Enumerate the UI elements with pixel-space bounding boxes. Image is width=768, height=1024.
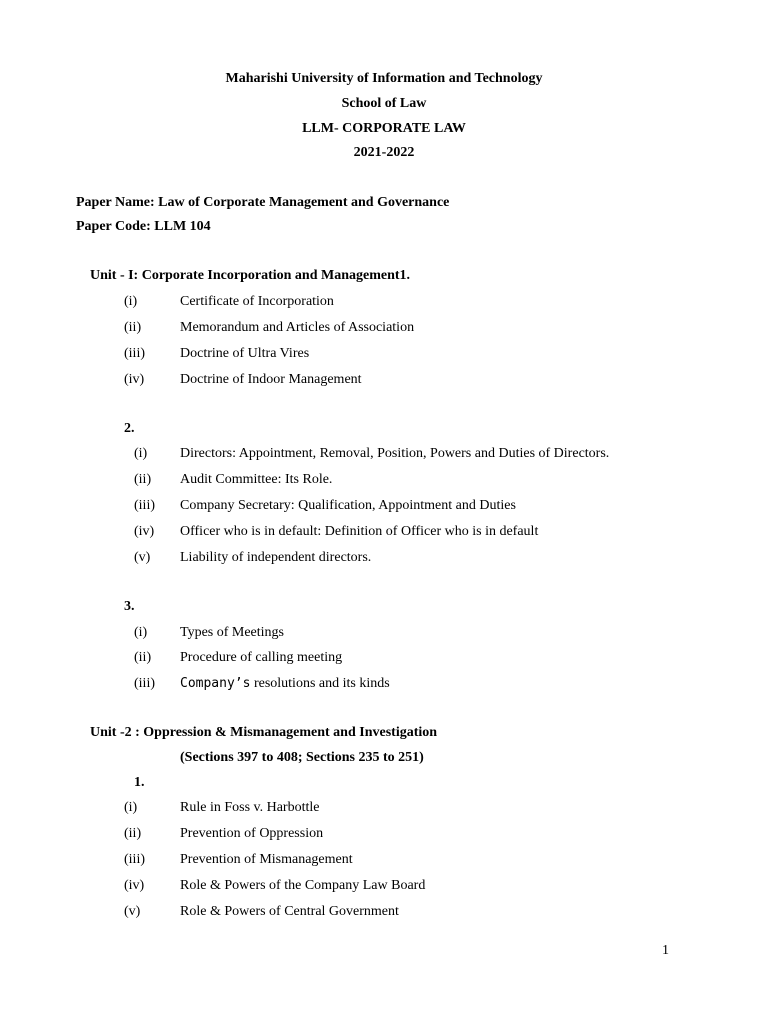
list-item-number: (iii) (134, 676, 155, 691)
unit2-subheading: (Sections 397 to 408; Sections 235 to 251) (180, 750, 424, 765)
list-item-number: (ii) (124, 826, 142, 841)
list-item: Types of Meetings (180, 625, 285, 640)
list-item: Officer who is in default: Definition of Officer who is in default (180, 524, 539, 539)
list-item-number: (v) (134, 550, 151, 565)
school-name: School of Law (341, 96, 427, 111)
paper-code: Paper Code: LLM 104 (76, 219, 211, 234)
list-item-number: (iv) (124, 878, 145, 893)
list-item-number: (iii) (124, 346, 145, 361)
university-name: Maharishi University of Information and Technology (225, 71, 543, 86)
list-item (180, 676, 390, 693)
list-item-number: (i) (134, 446, 148, 461)
list-item: Certificate of Incorporation (180, 294, 334, 309)
unit2-heading: Unit -2 : Oppression & Mismanagement and Investigation (90, 725, 438, 740)
list-item-number: (ii) (134, 472, 152, 487)
list-item-number: (iv) (124, 372, 145, 387)
list-item: Prevention of Mismanagement (180, 852, 353, 867)
session-year: 2021-2022 (353, 145, 415, 160)
list-item: Prevention of Oppression (180, 826, 324, 841)
list-item: Role & Powers of the Company Law Board (180, 878, 426, 893)
list-item-number: (ii) (134, 650, 152, 665)
list-item-number: (i) (134, 625, 148, 640)
list-item-number: (i) (124, 294, 138, 309)
section-label-2: 2. (124, 421, 135, 436)
section-label-3: 3. (124, 599, 135, 614)
list-item-number: (iii) (124, 852, 145, 867)
list-item-rest: resolutions and its kinds (250, 676, 390, 691)
list-item-number: (iv) (134, 524, 155, 539)
list-item: Rule in Foss v. Harbottle (180, 800, 320, 815)
paper-name: Paper Name: Law of Corporate Management and Governance (76, 195, 450, 210)
list-item-number: (ii) (124, 320, 142, 335)
list-item: Audit Committee: Its Role. (180, 472, 333, 487)
list-item: Procedure of calling meeting (180, 650, 343, 665)
program-name: LLM- CORPORATE LAW (302, 121, 466, 136)
list-item: Memorandum and Articles of Association (180, 320, 415, 335)
list-item: Directors: Appointment, Removal, Position, Powers and Duties of Directors. (180, 446, 610, 461)
page-number: 1 (662, 943, 669, 958)
list-item-number: (v) (124, 904, 141, 919)
list-item: Doctrine of Ultra Vires (180, 346, 310, 361)
list-item-number: (i) (124, 800, 138, 815)
list-item: Company Secretary: Qualification, Appointment and Duties (180, 498, 516, 513)
section-label-1: 1. (134, 775, 145, 790)
list-item-mono-word: Company’s (180, 676, 251, 691)
unit1-heading: Unit - I: Corporate Incorporation and Management1. (90, 268, 411, 283)
list-item: Doctrine of Indoor Management (180, 372, 362, 387)
list-item: Role & Powers of Central Government (180, 904, 399, 919)
list-item-number: (iii) (134, 498, 155, 513)
list-item: Liability of independent directors. (180, 550, 372, 565)
